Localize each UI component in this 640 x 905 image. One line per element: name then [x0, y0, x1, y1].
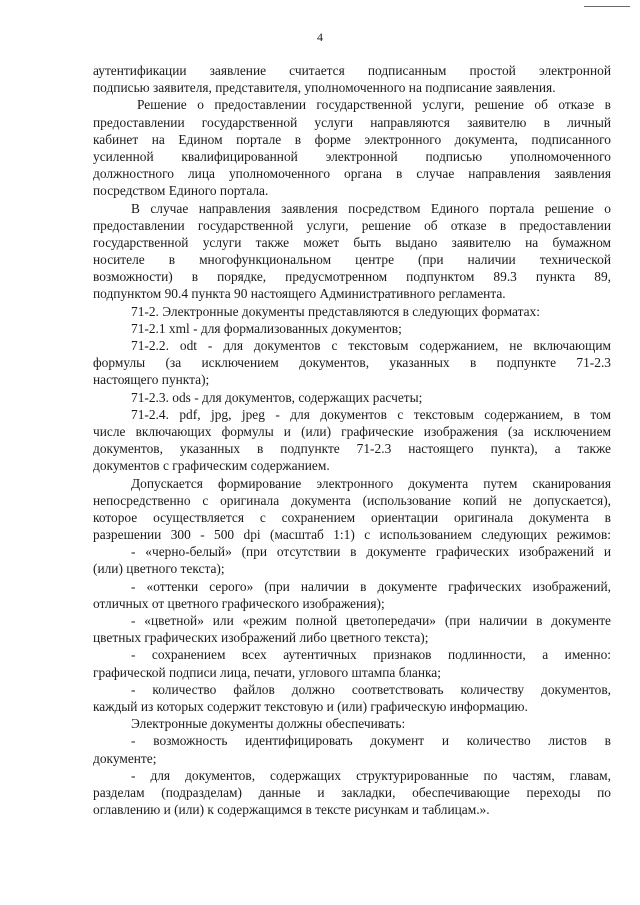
text-line: отличных от цветного графического изображения); [93, 595, 385, 611]
document-body [93, 62, 611, 818]
text-line: кабинет на Едином портале в форме электронного документа, подписанного [93, 131, 611, 147]
text-line: графической подписи лица, печати, углового штампа бланка; [93, 664, 441, 680]
text-line: (или) цветного текста); [93, 561, 225, 577]
text-line: аутентификации заявление считается подписанным простой электронной [93, 63, 611, 78]
text-line: 71-2.3. ods - для документов, содержащих расчеты; [131, 389, 423, 405]
text-line: Решение о предоставлении государственной услуги, решение об отказе в [137, 97, 611, 113]
text-line: - возможность идентифицировать документ и количество листов в [131, 733, 611, 749]
text-line: - «оттенки серого» (при наличии в документе графических изображений, [131, 578, 611, 594]
text-line: документе; [93, 750, 157, 766]
text-line: настоящего пункта); [93, 372, 210, 388]
text-line: подписью заявителя, представителя, уполномоченного на подписание заявления. [93, 80, 556, 96]
text-line: непосредственно с оригинала документа (использование копий не допускается), [93, 492, 611, 508]
text-line: формулы (за исключением документов, указанных в подпункте 71-2.3 [93, 355, 611, 371]
text-line: посредством Единого портала. [93, 183, 269, 199]
text-line: - «черно-белый» (при отсутствии в документе графических изображений и [131, 544, 611, 560]
text-line: предоставлении государственной услуги направляются заявителю в личный [93, 114, 611, 130]
text-line: 71-2.4. pdf, jpg, jpeg - для документов с текстовым содержанием, в том [131, 406, 611, 422]
text-line: должностного лица уполномоченного органа в случае направления заявления [93, 166, 611, 182]
text-line: разрешении 300 - 500 dpi (масштаб 1:1) с использованием следующих режимов: [93, 527, 611, 543]
text-line: - количество файлов должно соответствовать количеству документов, [131, 681, 611, 697]
text-line: - для документов, содержащих структурированные по частям, главам, [131, 767, 611, 783]
text-line: - сохранением всех аутентичных признаков подлинности, а именно: [131, 647, 611, 663]
text-line: числе включающих формулы и (или) графические изображения (за исключением [93, 423, 611, 439]
text-line: документов, указанных в подпункте 71-2.3 настоящего пункта), а также [93, 441, 611, 457]
text-line: оглавлению и (или) к содержащимся в тексте рисункам и таблицам.». [93, 802, 490, 818]
text-line: усиленной квалифицированной электронной подписью уполномоченного [93, 148, 611, 164]
corner-rule [584, 6, 630, 7]
text-line: каждый из которых содержит текстовую и (или) графическую информацию. [93, 698, 528, 714]
text-line: 71-2.1 xml - для формализованных документов; [131, 320, 402, 336]
text-line: 71-2.2. odt - для документов с текстовым содержанием, не включающим [131, 338, 611, 353]
text-line: возможности) в порядке, предусмотренном подпунктом 89.3 пункта 89, [93, 269, 611, 285]
text-line: - «цветной» или «режим полной цветопередачи» (при наличии в документе [131, 613, 611, 628]
text-line: подпунктом 90.4 пункта 90 настоящего Административного регламента. [93, 286, 506, 302]
text-line: Электронные документы должны обеспечивать: [131, 716, 406, 732]
text-line: 71-2. Электронные документы представляются в следующих форматах: [131, 303, 540, 319]
text-line: цветных графических изображений либо цветного текста); [93, 630, 429, 646]
text-line: разделам (подразделам) данные и закладки, обеспечивающие переходы по [93, 784, 611, 800]
text-line: В случае направления заявления посредством Единого портала решение о [131, 200, 611, 216]
text-line: носителе в многофункциональном центре (при наличии технической [93, 252, 611, 268]
text-line: документов с графическим содержанием. [93, 458, 330, 474]
page-number: 4 [317, 30, 323, 44]
text-line: которое осуществляется с сохранением ориентации оригинала документа в [93, 509, 611, 525]
text-line: государственной услуги также может быть выдано заявителю на бумажном [93, 234, 611, 250]
text-line: предоставлении государственной услуги, решение об отказе в предоставлении [93, 217, 611, 233]
text-line: Допускается формирование электронного документа путем сканирования [131, 475, 611, 491]
